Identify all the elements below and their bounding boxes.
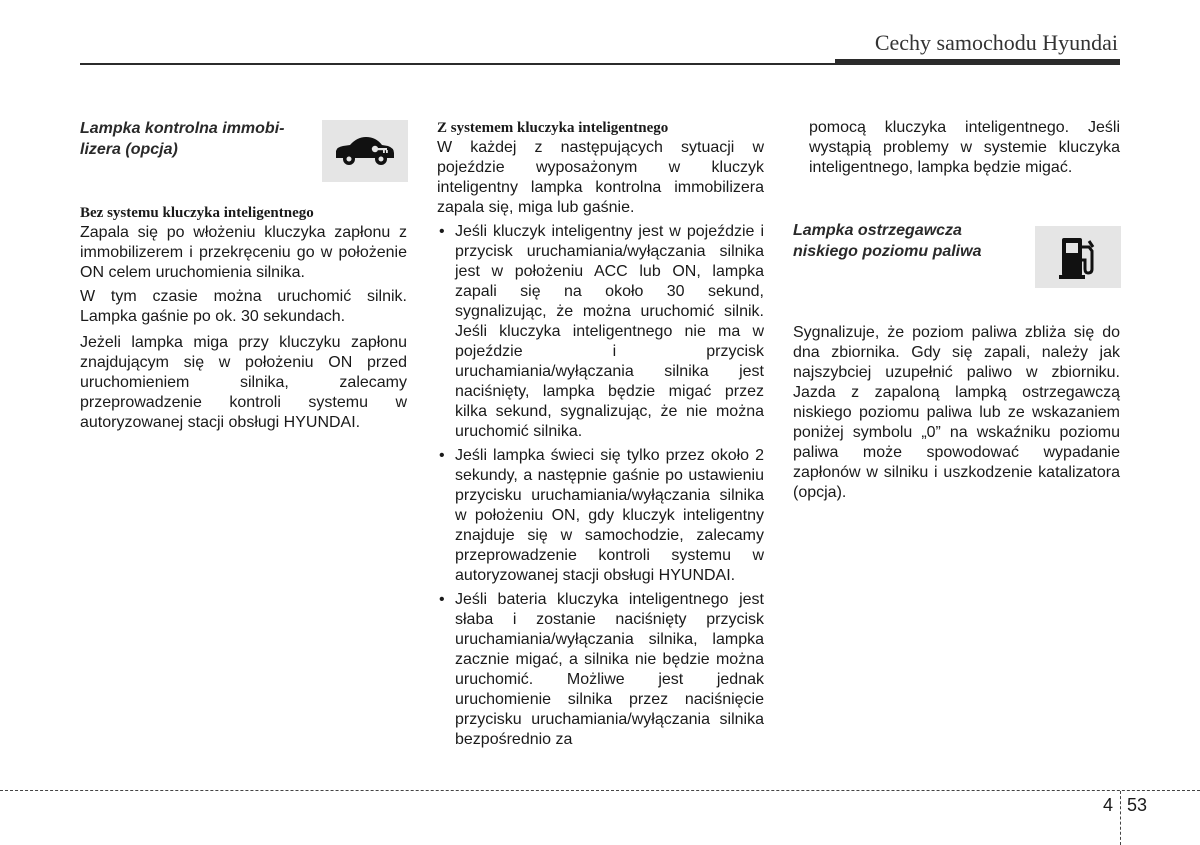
heading-line: lizera (opcja) — [80, 141, 178, 158]
paragraph: Zapala się po włożeniu kluczyka zapłonu z immobilizerem i przekręceniu go w położenie ON celem uruchomienia silnika. — [80, 224, 407, 281]
subheading-smart-key: Z systemem kluczyka inteligentnego — [437, 120, 669, 136]
paragraph: Jeżeli lampka miga przy kluczyku zapłonu znajdującym się w położeniu ON przed uruchomieniem silnika, zalecamy przeprowadzenie kontroli systemu w autoryzowanej stacji obsługi HYUNDAI. — [80, 334, 407, 431]
continuation-paragraph: pomocą kluczyka inteligentnego. Jeśli wystąpią problemy w systemie kluczyka inteligentnego, lampka będzie migać. — [809, 119, 1120, 176]
column-right-body — [793, 323, 1120, 503]
heading-line: niskiego poziomu paliwa — [793, 243, 982, 260]
fuel-pump-icon — [1035, 226, 1121, 288]
fuel-lamp-heading — [793, 220, 1023, 262]
footer-rule — [0, 790, 1200, 791]
list-item-text: Jeśli lampka świeci się tylko przez około 2 sekundy, a następnie gaśnie po ustawieniu przycisku uruchamiania/wyłączania silnika w położeniu ON, gdy kluczyk inteligentny znajduje się w samochodzie, zalecamy przeprowadzenie kontroli systemu w autoryzowanej stacji obsługi HYUNDAI. — [455, 447, 764, 584]
bullet-marker: • — [439, 591, 445, 608]
list-item — [437, 222, 764, 442]
bullet-marker: • — [439, 447, 445, 464]
list-item-text: Jeśli bateria kluczyka inteligentnego jest słaba i zostanie naciśnięty przycisk uruchamiania/wyłączania silnika, lampka zacznie migać, a silnika nie będzie można uruchomić. Możliwe jest jednak uruchomienie silnika przez naciśnięcie przycisku uruchamiania/wyłączania silnika bezpośrednio za — [455, 591, 764, 748]
column-left-body — [80, 203, 407, 433]
bullet-marker: • — [439, 223, 445, 240]
bullet-list — [437, 222, 764, 750]
fuel-paragraph: Sygnalizuje, że poziom paliwa zbliża się do dna zbiornika. Gdy się zapali, należy jak najszybciej uzupełnić paliwo w zbiorniku. Jazda z zapaloną lampką ostrzegawczą niskiego poziomu paliwa lub ze wskazaniem poniżej symbolu „0” na wskaźniku poziomu paliwa może spowodować wypadanie zapłonów w silniku i uszkodzenie katalizatora (opcja). — [793, 324, 1120, 501]
list-item — [437, 446, 764, 586]
column-middle — [437, 118, 764, 750]
car-immobilizer-icon — [322, 120, 408, 182]
list-item — [437, 590, 764, 750]
column-right — [793, 118, 1120, 178]
heading-line: Lampka kontrolna immobi- — [80, 120, 285, 137]
heading-line: Lampka ostrzegawcza — [793, 222, 962, 239]
page-number: 53 — [1127, 795, 1148, 815]
fuel-lamp-heading-wrap — [793, 220, 1023, 262]
paragraph: W tym czasie można uruchomić silnik. Lampka gaśnie po ok. 30 sekundach. — [80, 288, 407, 325]
list-item-text: Jeśli kluczyk inteligentny jest w pojeździe i przycisk uruchamiania/wyłączania silnika jest w położeniu ACC lub ON, lampka zapali się na około 30 sekund, sygnalizując, że można uruchomić silnik. Jeśli kluczyka inteligentnego nie ma w pojeździe i przycisk uruchamiania/wyłączania silnika jest naciśnięty, lampka będzie migać przez kilka sekund, sygnalizując, że nie można uruchomić silnika. — [455, 223, 764, 440]
subheading-no-smart-key: Bez systemu kluczyka inteligentnego — [80, 205, 314, 221]
chapter-number: 4 — [1103, 795, 1114, 815]
header-rule — [80, 63, 840, 65]
footer-divider — [1120, 791, 1121, 845]
header-rule-accent — [835, 59, 1120, 65]
intro-paragraph: W każdej z następujących sytuacji w pojeździe wyposażonym w kluczyk inteligentny lampka kontrolna immobilizera zapala się, miga lub gaśnie. — [437, 139, 764, 216]
header-title: Cechy samochodu Hyundai — [874, 30, 1118, 55]
